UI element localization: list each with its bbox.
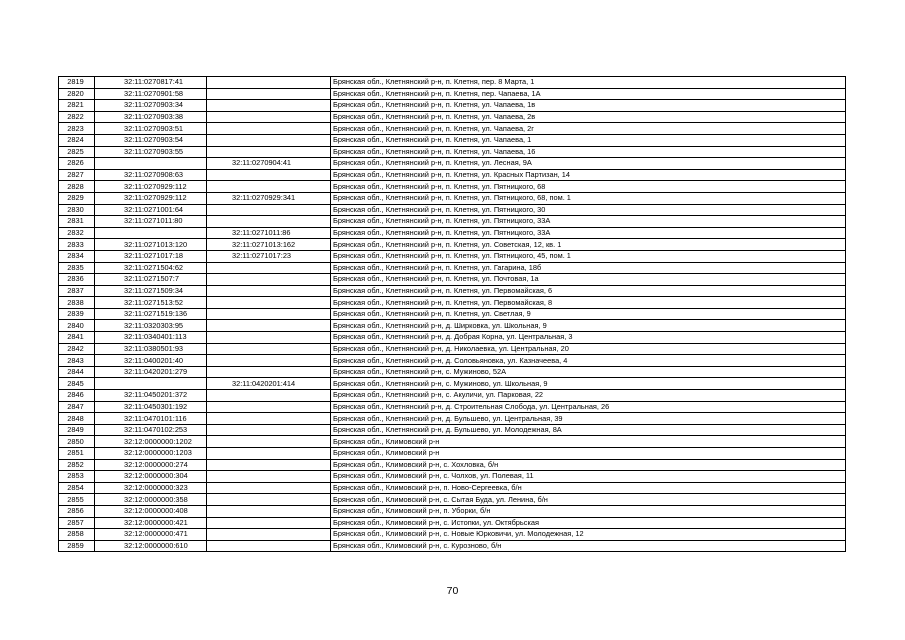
cadastral-number-cell: 32:11:0470101:116 xyxy=(95,413,207,425)
table-row xyxy=(59,285,846,297)
address-cell: Брянская обл., Климовский р-н, с. Чолхов, ул. Полевая, 11 xyxy=(331,471,846,483)
cadastral-number-cell: 32:11:0400201:40 xyxy=(95,355,207,367)
parent-cadastral-number-cell: 32:11:0271013:162 xyxy=(207,239,331,251)
row-number-cell: 2842 xyxy=(59,343,95,355)
cadastral-number-cell: 32:12:0000000:1203 xyxy=(95,448,207,460)
cadastral-number-cell: 32:12:0000000:408 xyxy=(95,505,207,517)
parent-cadastral-number-cell xyxy=(207,343,331,355)
table-row xyxy=(59,192,846,204)
address-cell: Брянская обл., Клетнянский р-н, п. Клетня, пер. Чапаева, 1А xyxy=(331,88,846,100)
parent-cadastral-number-cell xyxy=(207,494,331,506)
parent-cadastral-number-cell xyxy=(207,529,331,541)
address-cell: Брянская обл., Климовский р-н, с. Курозново, б/н xyxy=(331,540,846,552)
parent-cadastral-number-cell xyxy=(207,308,331,320)
row-number-cell: 2829 xyxy=(59,192,95,204)
address-cell: Брянская обл., Клетнянский р-н, с. Мужиново, ул. Школьная, 9 xyxy=(331,378,846,390)
parent-cadastral-number-cell xyxy=(207,146,331,158)
address-cell: Брянская обл., Климовский р-н, с. Истопки, ул. Октябрьская xyxy=(331,517,846,529)
address-cell: Брянская обл., Клетнянский р-н, п. Клетня, ул. Пятницкого, 45, пом. 1 xyxy=(331,250,846,262)
row-number-cell: 2826 xyxy=(59,158,95,170)
address-cell: Брянская обл., Клетнянский р-н, д. Николаевка, ул. Центральная, 20 xyxy=(331,343,846,355)
table-row xyxy=(59,366,846,378)
parent-cadastral-number-cell xyxy=(207,320,331,332)
parent-cadastral-number-cell xyxy=(207,505,331,517)
parent-cadastral-number-cell xyxy=(207,134,331,146)
row-number-cell: 2831 xyxy=(59,216,95,228)
cadastral-number-cell: 32:12:0000000:323 xyxy=(95,482,207,494)
table-row xyxy=(59,448,846,460)
table-row xyxy=(59,88,846,100)
cadastral-number-cell: 32:11:0470102:253 xyxy=(95,424,207,436)
table-row xyxy=(59,250,846,262)
cadastral-number-cell: 32:11:0270903:34 xyxy=(95,100,207,112)
table-row xyxy=(59,181,846,193)
address-cell: Брянская обл., Клетнянский р-н, п. Клетня, ул. Чапаева, 2г xyxy=(331,123,846,135)
row-number-cell: 2833 xyxy=(59,239,95,251)
address-cell: Брянская обл., Клетнянский р-н, п. Клетня, ул. Светлая, 9 xyxy=(331,308,846,320)
cadastral-number-cell: 32:12:0000000:421 xyxy=(95,517,207,529)
row-number-cell: 2848 xyxy=(59,413,95,425)
row-number-cell: 2853 xyxy=(59,471,95,483)
row-number-cell: 2838 xyxy=(59,297,95,309)
parent-cadastral-number-cell: 32:11:0271011:86 xyxy=(207,227,331,239)
table-row xyxy=(59,111,846,123)
cadastral-number-cell: 32:11:0270901:58 xyxy=(95,88,207,100)
address-cell: Брянская обл., Климовский р-н xyxy=(331,448,846,460)
cadastral-number-cell: 32:11:0270817:41 xyxy=(95,77,207,89)
address-cell: Брянская обл., Клетнянский р-н, п. Клетня, ул. Пятницкого, 33А xyxy=(331,216,846,228)
page-number: 70 xyxy=(446,585,459,597)
parent-cadastral-number-cell: 32:11:0271017:23 xyxy=(207,250,331,262)
parent-cadastral-number-cell xyxy=(207,297,331,309)
parent-cadastral-number-cell xyxy=(207,436,331,448)
table-row xyxy=(59,471,846,483)
row-number-cell: 2855 xyxy=(59,494,95,506)
parent-cadastral-number-cell xyxy=(207,181,331,193)
parent-cadastral-number-cell xyxy=(207,424,331,436)
address-cell: Брянская обл., Клетнянский р-н, п. Клетня, ул. Пятницкого, 68, пом. 1 xyxy=(331,192,846,204)
address-cell: Брянская обл., Клетнянский р-н, п. Клетня, ул. Чапаева, 1 xyxy=(331,134,846,146)
row-number-cell: 2846 xyxy=(59,390,95,402)
row-number-cell: 2852 xyxy=(59,459,95,471)
table-row xyxy=(59,146,846,158)
table-row xyxy=(59,332,846,344)
table-row xyxy=(59,436,846,448)
table-row xyxy=(59,308,846,320)
cadastral-number-cell: 32:12:0000000:358 xyxy=(95,494,207,506)
row-number-cell: 2847 xyxy=(59,401,95,413)
address-cell: Брянская обл., Клетнянский р-н, п. Клетня, ул. Пятницкого, 68 xyxy=(331,181,846,193)
row-number-cell: 2827 xyxy=(59,169,95,181)
table-body xyxy=(59,77,846,552)
address-cell: Брянская обл., Клетнянский р-н, п. Клетня, ул. Пятницкого, 33А xyxy=(331,227,846,239)
cadastral-number-cell: 32:11:0320303:95 xyxy=(95,320,207,332)
row-number-cell: 2851 xyxy=(59,448,95,460)
table-row xyxy=(59,100,846,112)
row-number-cell: 2836 xyxy=(59,274,95,286)
parent-cadastral-number-cell: 32:11:0270929:341 xyxy=(207,192,331,204)
cadastral-number-cell: 32:11:0450301:192 xyxy=(95,401,207,413)
parent-cadastral-number-cell xyxy=(207,262,331,274)
cadastral-number-cell: 32:11:0380501:93 xyxy=(95,343,207,355)
parent-cadastral-number-cell xyxy=(207,413,331,425)
parent-cadastral-number-cell xyxy=(207,448,331,460)
cadastral-number-cell: 32:12:0000000:274 xyxy=(95,459,207,471)
row-number-cell: 2823 xyxy=(59,123,95,135)
address-cell: Брянская обл., Клетнянский р-н, п. Клетня, ул. Красных Партизан, 14 xyxy=(331,169,846,181)
row-number-cell: 2822 xyxy=(59,111,95,123)
address-cell: Брянская обл., Климовский р-н, п. Ново-Сергеевка, б/н xyxy=(331,482,846,494)
cadastral-number-cell: 32:11:0270929:112 xyxy=(95,192,207,204)
row-number-cell: 2843 xyxy=(59,355,95,367)
row-number-cell: 2844 xyxy=(59,366,95,378)
parent-cadastral-number-cell xyxy=(207,111,331,123)
table-row xyxy=(59,482,846,494)
table-row xyxy=(59,424,846,436)
cadastral-number-cell: 32:11:0271001:64 xyxy=(95,204,207,216)
parent-cadastral-number-cell xyxy=(207,482,331,494)
address-cell: Брянская обл., Клетнянский р-н, п. Клетня, ул. Пятницкого, 30 xyxy=(331,204,846,216)
cadastral-number-cell: 32:11:0271509:34 xyxy=(95,285,207,297)
row-number-cell: 2839 xyxy=(59,308,95,320)
table-row xyxy=(59,355,846,367)
table-row xyxy=(59,529,846,541)
parent-cadastral-number-cell xyxy=(207,401,331,413)
row-number-cell: 2820 xyxy=(59,88,95,100)
row-number-cell: 2835 xyxy=(59,262,95,274)
parent-cadastral-number-cell: 32:11:0270904:41 xyxy=(207,158,331,170)
address-cell: Брянская обл., Клетнянский р-н, п. Клетня, ул. Гагарина, 18б xyxy=(331,262,846,274)
parent-cadastral-number-cell xyxy=(207,100,331,112)
table-row xyxy=(59,517,846,529)
table-row xyxy=(59,262,846,274)
address-cell: Брянская обл., Климовский р-н, с. Сытая Буда, ул. Ленина, б/н xyxy=(331,494,846,506)
cadastral-number-cell: 32:11:0450201:372 xyxy=(95,390,207,402)
table-row xyxy=(59,227,846,239)
cadastral-number-cell: 32:11:0271507:7 xyxy=(95,274,207,286)
table-row xyxy=(59,413,846,425)
address-cell: Брянская обл., Клетнянский р-н, д. Бульшево, ул. Молодежная, 8А xyxy=(331,424,846,436)
parent-cadastral-number-cell xyxy=(207,216,331,228)
row-number-cell: 2850 xyxy=(59,436,95,448)
table-row xyxy=(59,134,846,146)
table-row xyxy=(59,494,846,506)
row-number-cell: 2824 xyxy=(59,134,95,146)
table-row xyxy=(59,158,846,170)
row-number-cell: 2858 xyxy=(59,529,95,541)
cadastral-number-cell: 32:11:0271519:136 xyxy=(95,308,207,320)
cadastral-number-cell: 32:11:0271011:80 xyxy=(95,216,207,228)
address-cell: Брянская обл., Клетнянский р-н, п. Клетня, пер. 8 Марта, 1 xyxy=(331,77,846,89)
row-number-cell: 2845 xyxy=(59,378,95,390)
parent-cadastral-number-cell xyxy=(207,77,331,89)
table-row xyxy=(59,77,846,89)
cadastral-number-cell: 32:11:0270903:55 xyxy=(95,146,207,158)
address-cell: Брянская обл., Клетнянский р-н, п. Клетня, ул. Советская, 12, кв. 1 xyxy=(331,239,846,251)
parent-cadastral-number-cell xyxy=(207,390,331,402)
cadastral-number-cell: 32:12:0000000:610 xyxy=(95,540,207,552)
address-cell: Брянская обл., Климовский р-н, п. Уборки, б/н xyxy=(331,505,846,517)
cadastral-number-cell xyxy=(95,227,207,239)
table-row xyxy=(59,297,846,309)
cadastral-number-cell: 32:12:0000000:1202 xyxy=(95,436,207,448)
cadastral-number-cell: 32:11:0270903:38 xyxy=(95,111,207,123)
cadastral-table xyxy=(58,76,846,552)
address-cell: Брянская обл., Климовский р-н xyxy=(331,436,846,448)
parent-cadastral-number-cell xyxy=(207,517,331,529)
cadastral-number-cell: 32:11:0271017:18 xyxy=(95,250,207,262)
address-cell: Брянская обл., Клетнянский р-н, д. Бульшево, ул. Центральная, 39 xyxy=(331,413,846,425)
row-number-cell: 2832 xyxy=(59,227,95,239)
row-number-cell: 2859 xyxy=(59,540,95,552)
cadastral-number-cell: 32:11:0270903:51 xyxy=(95,123,207,135)
address-cell: Брянская обл., Клетнянский р-н, п. Клетня, ул. Почтовая, 1а xyxy=(331,274,846,286)
row-number-cell: 2856 xyxy=(59,505,95,517)
table-row xyxy=(59,123,846,135)
parent-cadastral-number-cell xyxy=(207,471,331,483)
table-row xyxy=(59,378,846,390)
row-number-cell: 2849 xyxy=(59,424,95,436)
table-row xyxy=(59,204,846,216)
cadastral-number-cell xyxy=(95,378,207,390)
parent-cadastral-number-cell xyxy=(207,366,331,378)
table-row xyxy=(59,459,846,471)
address-cell: Брянская обл., Клетнянский р-н, д. Ширковка, ул. Школьная, 9 xyxy=(331,320,846,332)
address-cell: Брянская обл., Клетнянский р-н, д. Соловьяновка, ул. Казначеева, 4 xyxy=(331,355,846,367)
row-number-cell: 2834 xyxy=(59,250,95,262)
cadastral-number-cell: 32:12:0000000:304 xyxy=(95,471,207,483)
row-number-cell: 2825 xyxy=(59,146,95,158)
table-row xyxy=(59,274,846,286)
parent-cadastral-number-cell xyxy=(207,123,331,135)
address-cell: Брянская обл., Климовский р-н, с. Хохловка, б/н xyxy=(331,459,846,471)
row-number-cell: 2837 xyxy=(59,285,95,297)
cadastral-number-cell: 32:11:0271013:120 xyxy=(95,239,207,251)
table-row xyxy=(59,169,846,181)
row-number-cell: 2857 xyxy=(59,517,95,529)
address-cell: Брянская обл., Клетнянский р-н, п. Клетня, ул. Чапаева, 2в xyxy=(331,111,846,123)
parent-cadastral-number-cell xyxy=(207,169,331,181)
row-number-cell: 2840 xyxy=(59,320,95,332)
table-row xyxy=(59,401,846,413)
table-row xyxy=(59,390,846,402)
table-row xyxy=(59,505,846,517)
cadastral-number-cell: 32:11:0270929:112 xyxy=(95,181,207,193)
address-cell: Брянская обл., Клетнянский р-н, п. Клетня, ул. Первомайская, 6 xyxy=(331,285,846,297)
row-number-cell: 2854 xyxy=(59,482,95,494)
cadastral-number-cell xyxy=(95,158,207,170)
row-number-cell: 2828 xyxy=(59,181,95,193)
row-number-cell: 2841 xyxy=(59,332,95,344)
address-cell: Брянская обл., Клетнянский р-н, п. Клетня, ул. Чапаева, 16 xyxy=(331,146,846,158)
address-cell: Брянская обл., Клетнянский р-н, п. Клетня, ул. Лесная, 9А xyxy=(331,158,846,170)
address-cell: Брянская обл., Клетнянский р-н, д. Добрая Корна, ул. Центральная, 3 xyxy=(331,332,846,344)
cadastral-number-cell: 32:11:0270903:54 xyxy=(95,134,207,146)
parent-cadastral-number-cell xyxy=(207,459,331,471)
parent-cadastral-number-cell xyxy=(207,204,331,216)
cadastral-number-cell: 32:11:0271513:52 xyxy=(95,297,207,309)
address-cell: Брянская обл., Климовский р-н, с. Новые Юрковичи, ул. Молодежная, 12 xyxy=(331,529,846,541)
parent-cadastral-number-cell xyxy=(207,88,331,100)
cadastral-number-cell: 32:11:0271504:62 xyxy=(95,262,207,274)
address-cell: Брянская обл., Клетнянский р-н, п. Клетня, ул. Чапаева, 1в xyxy=(331,100,846,112)
address-cell: Брянская обл., Клетнянский р-н, п. Клетня, ул. Первомайская, 8 xyxy=(331,297,846,309)
table-row xyxy=(59,540,846,552)
parent-cadastral-number-cell xyxy=(207,274,331,286)
parent-cadastral-number-cell xyxy=(207,285,331,297)
address-cell: Брянская обл., Клетнянский р-н, д. Строительная Слобода, ул. Центральная, 26 xyxy=(331,401,846,413)
row-number-cell: 2819 xyxy=(59,77,95,89)
address-cell: Брянская обл., Клетнянский р-н, с. Акуличи, ул. Парковая, 22 xyxy=(331,390,846,402)
cadastral-number-cell: 32:12:0000000:471 xyxy=(95,529,207,541)
cadastral-number-cell: 32:11:0420201:279 xyxy=(95,366,207,378)
parent-cadastral-number-cell xyxy=(207,540,331,552)
table-row xyxy=(59,239,846,251)
parent-cadastral-number-cell xyxy=(207,355,331,367)
cadastral-number-cell: 32:11:0340401:113 xyxy=(95,332,207,344)
row-number-cell: 2830 xyxy=(59,204,95,216)
table-row xyxy=(59,216,846,228)
row-number-cell: 2821 xyxy=(59,100,95,112)
table-row xyxy=(59,320,846,332)
address-cell: Брянская обл., Клетнянский р-н, с. Мужиново, 52А xyxy=(331,366,846,378)
parent-cadastral-number-cell xyxy=(207,332,331,344)
parent-cadastral-number-cell: 32:11:0420201:414 xyxy=(207,378,331,390)
cadastral-number-cell: 32:11:0270908:63 xyxy=(95,169,207,181)
table-row xyxy=(59,343,846,355)
